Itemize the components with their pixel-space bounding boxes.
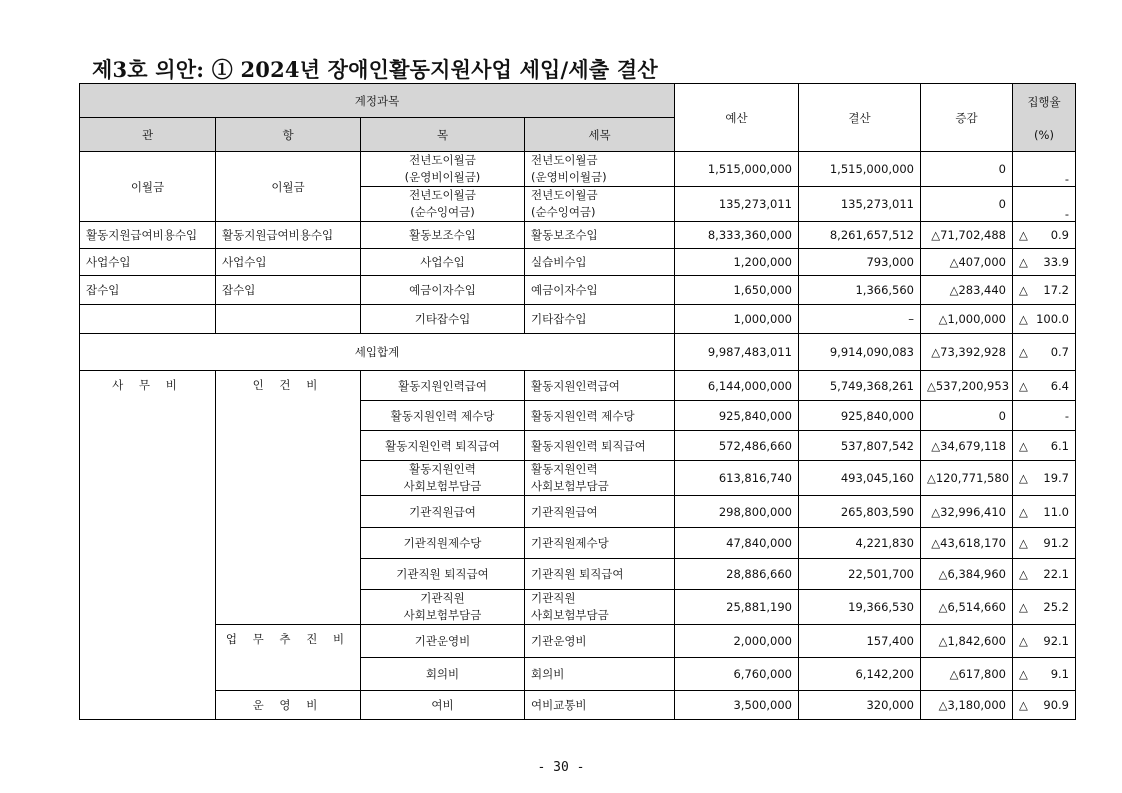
rate-sign: △ — [1019, 504, 1028, 519]
header-semok: 세목 — [525, 118, 675, 152]
settlement-cell: 493,045,160 — [799, 461, 921, 496]
semok-cell — [525, 152, 675, 187]
change-cell: 0 — [921, 401, 1013, 431]
change-cell: △32,996,410 — [921, 496, 1013, 528]
mok-cell: 활동지원인력 퇴직급여 — [361, 431, 525, 461]
change-cell: △34,679,118 — [921, 431, 1013, 461]
rate-value: 91.2 — [1043, 536, 1069, 550]
document-title: 제3호 의안: ① 2024년 장애인활동지원사업 세입/세출 결산 — [92, 57, 658, 82]
hang-cell: 잡수입 — [216, 276, 361, 305]
table-row — [80, 276, 1076, 305]
mok-line2: (순수잉여금) — [410, 205, 475, 219]
header-rate-line2: (%) — [1034, 127, 1054, 142]
budget-cell: 1,200,000 — [675, 249, 799, 276]
settlement-cell: 320,000 — [799, 691, 921, 720]
settlement-cell: 6,142,200 — [799, 658, 921, 691]
total-label: 세입합계 — [80, 334, 675, 371]
rate-cell — [1013, 401, 1076, 431]
settlement-cell: 1,515,000,000 — [799, 152, 921, 187]
change-cell: △1,842,600 — [921, 625, 1013, 658]
change-cell: △1,000,000 — [921, 305, 1013, 334]
hang-cell: 이월금 — [216, 152, 361, 222]
change-cell: △6,514,660 — [921, 590, 1013, 625]
rate-cell — [1013, 305, 1076, 334]
rate-cell — [1013, 625, 1076, 658]
budget-cell: 135,273,011 — [675, 187, 799, 222]
rate-value: - — [1064, 408, 1069, 423]
rate-cell — [1013, 249, 1076, 276]
settlement-cell: 9,914,090,083 — [799, 334, 921, 371]
table-row — [80, 222, 1076, 249]
rate-cell — [1013, 559, 1076, 590]
settlement-cell: 19,366,530 — [799, 590, 921, 625]
hang-cell-empty — [216, 305, 361, 334]
semok-line1: 전년도이월금 — [531, 188, 598, 202]
rate-value: 6.4 — [1050, 378, 1069, 393]
budget-cell: 1,000,000 — [675, 305, 799, 334]
header-row-1 — [80, 84, 1076, 118]
settlement-cell: 1,366,560 — [799, 276, 921, 305]
rate-sign: △ — [1019, 312, 1028, 326]
mok-cell: 활동보조수입 — [361, 222, 525, 249]
rate-sign: △ — [1019, 600, 1028, 614]
semok-cell: 기관직원 퇴직급여 — [525, 559, 675, 590]
header-hang: 항 — [216, 118, 361, 152]
settlement-table — [79, 83, 1076, 720]
rate-sign: △ — [1019, 283, 1028, 297]
settlement-cell: 793,000 — [799, 249, 921, 276]
semok-cell: 기타잡수입 — [525, 305, 675, 334]
rate-value: 22.1 — [1043, 567, 1069, 581]
semok-cell — [525, 590, 675, 625]
mok-line2: (운영비이월금) — [404, 170, 481, 184]
budget-cell: 925,840,000 — [675, 401, 799, 431]
mok-line1: 전년도이월금 — [409, 188, 476, 202]
budget-cell: 8,333,360,000 — [675, 222, 799, 249]
semok-cell: 실습비수입 — [525, 249, 675, 276]
rate-value: 6.1 — [1050, 438, 1069, 453]
settlement-cell: 5,749,368,261 — [799, 371, 921, 401]
change-cell: △120,771,580 — [921, 461, 1013, 496]
semok-cell: 활동지원인력 퇴직급여 — [525, 431, 675, 461]
mok-cell — [361, 461, 525, 496]
rate-sign: △ — [1019, 667, 1028, 681]
header-change: 증감 — [921, 84, 1013, 152]
gwan-cell: 사 무 비 — [80, 371, 216, 720]
budget-cell: 1,650,000 — [675, 276, 799, 305]
hang-cell: 인 건 비 — [216, 371, 361, 625]
mok-line2: 사회보험부담금 — [403, 608, 482, 622]
header-account: 계정과목 — [80, 84, 675, 118]
semok-line1: 전년도이월금 — [531, 153, 598, 167]
mok-cell: 기관직원급여 — [361, 496, 525, 528]
mok-line1: 전년도이월금 — [409, 153, 476, 167]
mok-cell: 사업수입 — [361, 249, 525, 276]
settlement-cell: 537,807,542 — [799, 431, 921, 461]
header-rate — [1013, 84, 1076, 152]
settlement-cell: 925,840,000 — [799, 401, 921, 431]
budget-cell: 1,515,000,000 — [675, 152, 799, 187]
hang-cell: 활동지원급여비용수입 — [216, 222, 361, 249]
rate-sign: △ — [1019, 471, 1028, 485]
rate-cell — [1013, 222, 1076, 249]
page-number: - 30 - — [537, 760, 585, 775]
semok-cell — [525, 461, 675, 496]
budget-cell: 6,144,000,000 — [675, 371, 799, 401]
hang-cell: 사업수입 — [216, 249, 361, 276]
table-row — [80, 305, 1076, 334]
rate-cell — [1013, 496, 1076, 528]
settlement-cell: – — [799, 305, 921, 334]
semok-line2: 사회보험부담금 — [531, 608, 609, 622]
gwan-cell: 이월금 — [80, 152, 216, 222]
mok-cell: 활동지원인력 제수당 — [361, 401, 525, 431]
rate-cell — [1013, 276, 1076, 305]
settlement-cell: 157,400 — [799, 625, 921, 658]
budget-cell: 572,486,660 — [675, 431, 799, 461]
mok-cell: 기관운영비 — [361, 625, 525, 658]
rate-sign: △ — [1019, 634, 1028, 648]
change-cell: △283,440 — [921, 276, 1013, 305]
semok-line2: (운영비이월금) — [531, 170, 607, 184]
semok-cell: 기관직원급여 — [525, 496, 675, 528]
rate-value: 0.9 — [1050, 228, 1069, 242]
change-cell: △43,618,170 — [921, 528, 1013, 559]
semok-cell: 회의비 — [525, 658, 675, 691]
settlement-cell: 265,803,590 — [799, 496, 921, 528]
rate-value: 0.7 — [1050, 345, 1069, 359]
rate-sign: △ — [1019, 228, 1028, 242]
rate-cell — [1013, 528, 1076, 559]
change-cell: △617,800 — [921, 658, 1013, 691]
change-cell: △407,000 — [921, 249, 1013, 276]
semok-cell: 예금이자수입 — [525, 276, 675, 305]
rate-sign: △ — [1019, 698, 1028, 712]
change-cell: 0 — [921, 187, 1013, 222]
mok-line1: 활동지원인력 — [409, 462, 476, 476]
gwan-cell-empty — [80, 305, 216, 334]
table-row — [80, 691, 1076, 720]
rate-sign: △ — [1019, 378, 1028, 393]
mok-cell: 예금이자수입 — [361, 276, 525, 305]
change-cell: △6,384,960 — [921, 559, 1013, 590]
rate-cell — [1013, 461, 1076, 496]
rate-value: 92.1 — [1043, 634, 1069, 648]
mok-cell: 회의비 — [361, 658, 525, 691]
header-mok: 목 — [361, 118, 525, 152]
budget-cell: 28,886,660 — [675, 559, 799, 590]
mok-line2: 사회보험부담금 — [403, 479, 482, 493]
rate-sign: △ — [1019, 255, 1028, 269]
rate-value: 19.7 — [1043, 471, 1069, 485]
header-gwan: 관 — [80, 118, 216, 152]
header-budget: 예산 — [675, 84, 799, 152]
semok-line1: 활동지원인력 — [531, 462, 598, 476]
settlement-cell: 135,273,011 — [799, 187, 921, 222]
rate-cell — [1013, 691, 1076, 720]
budget-cell: 6,760,000 — [675, 658, 799, 691]
table-row — [80, 625, 1076, 658]
semok-line1: 기관직원 — [531, 591, 576, 605]
mok-cell: 기관직원제수당 — [361, 528, 525, 559]
semok-cell: 여비교통비 — [525, 691, 675, 720]
budget-cell: 9,987,483,011 — [675, 334, 799, 371]
rate-value: 33.9 — [1043, 255, 1069, 269]
hang-cell: 업 무 추 진 비 — [216, 625, 361, 691]
rate-value: 9.1 — [1050, 667, 1069, 681]
settlement-cell: 8,261,657,512 — [799, 222, 921, 249]
rate-cell — [1013, 371, 1076, 401]
budget-cell: 47,840,000 — [675, 528, 799, 559]
gwan-cell: 사업수입 — [80, 249, 216, 276]
budget-cell: 3,500,000 — [675, 691, 799, 720]
rate-cell — [1013, 334, 1076, 371]
rate-sign: △ — [1019, 438, 1028, 453]
settlement-cell: 22,501,700 — [799, 559, 921, 590]
change-cell: △71,702,488 — [921, 222, 1013, 249]
semok-line2: 사회보험부담금 — [531, 479, 609, 493]
rate-cell: - — [1013, 152, 1076, 187]
mok-cell — [361, 590, 525, 625]
change-cell: △3,180,000 — [921, 691, 1013, 720]
rate-value: 11.0 — [1043, 504, 1069, 519]
rate-value: 100.0 — [1036, 312, 1069, 326]
settlement-cell: 4,221,830 — [799, 528, 921, 559]
mok-cell: 여비 — [361, 691, 525, 720]
rate-value: 17.2 — [1043, 283, 1069, 297]
revenue-total-row — [80, 334, 1076, 371]
rate-sign: △ — [1019, 567, 1028, 581]
semok-cell: 기관운영비 — [525, 625, 675, 658]
rate-cell — [1013, 431, 1076, 461]
semok-cell: 활동지원인력 제수당 — [525, 401, 675, 431]
table-row — [80, 371, 1076, 401]
rate-value: 90.9 — [1043, 698, 1069, 712]
rate-sign: △ — [1019, 536, 1028, 550]
mok-cell: 활동지원인력급여 — [361, 371, 525, 401]
semok-cell: 기관직원제수당 — [525, 528, 675, 559]
change-cell: △537,200,953 — [921, 371, 1013, 401]
header-rate-line1: 집행율 — [1027, 94, 1061, 109]
mok-cell: 기타잡수입 — [361, 305, 525, 334]
rate-value: 25.2 — [1043, 600, 1069, 614]
rate-sign: △ — [1019, 345, 1028, 359]
mok-line1: 기관직원 — [420, 591, 465, 605]
change-cell: 0 — [921, 152, 1013, 187]
hang-cell: 운 영 비 — [216, 691, 361, 720]
budget-cell: 298,800,000 — [675, 496, 799, 528]
mok-cell — [361, 152, 525, 187]
mok-cell — [361, 187, 525, 222]
semok-line2: (순수잉여금) — [531, 205, 596, 219]
budget-cell: 2,000,000 — [675, 625, 799, 658]
gwan-cell: 활동지원급여비용수입 — [80, 222, 216, 249]
rate-cell — [1013, 658, 1076, 691]
budget-cell: 25,881,190 — [675, 590, 799, 625]
mok-cell: 기관직원 퇴직급여 — [361, 559, 525, 590]
semok-cell: 활동보조수입 — [525, 222, 675, 249]
budget-cell: 613,816,740 — [675, 461, 799, 496]
gwan-cell: 잡수입 — [80, 276, 216, 305]
rate-cell: - — [1013, 187, 1076, 222]
header-settlement: 결산 — [799, 84, 921, 152]
semok-cell: 활동지원인력급여 — [525, 371, 675, 401]
table-row — [80, 152, 1076, 187]
semok-cell — [525, 187, 675, 222]
rate-cell — [1013, 590, 1076, 625]
change-cell: △73,392,928 — [921, 334, 1013, 371]
table-row — [80, 249, 1076, 276]
